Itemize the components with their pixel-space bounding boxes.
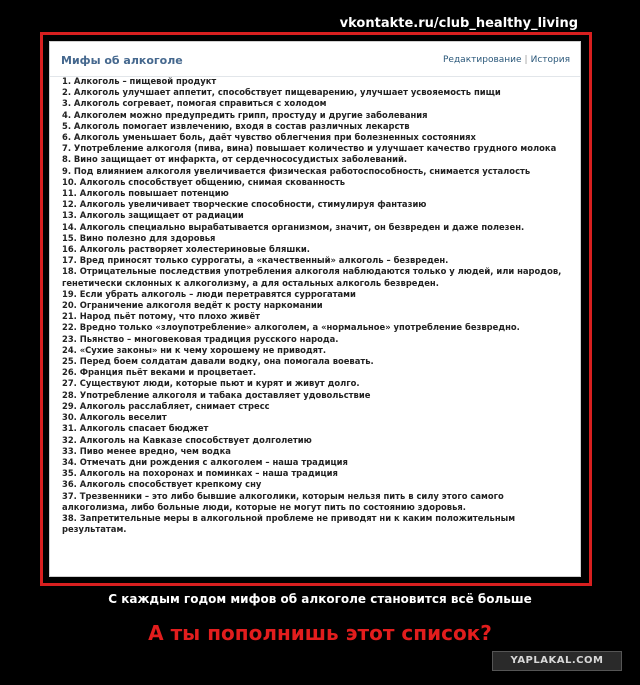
history-link[interactable]: История [530,55,570,65]
myth-item: 30. Алкоголь веселит [62,412,167,423]
caption: С каждым годом мифов об алкоголе становится всё больше [108,592,532,606]
page-title: Мифы об алкоголе [61,54,183,67]
myth-item: 3. Алкоголь согревает, помогая справиться с холодом [62,98,327,109]
myth-item: 12. Алкоголь увеличивает творческие способности, стимулируя фантазию [62,199,427,210]
myth-item: 35. Алкоголь на похоронах и поминках – наша традиция [62,468,338,479]
myth-item: 4. Алкоголем можно предупредить грипп, простуду и другие заболевания [62,109,428,120]
myth-item: 20. Ограничение алкоголя ведёт к росту наркомании [62,300,323,311]
myth-item: 11. Алкоголь повышает потенцию [62,188,229,199]
wiki-page-card [49,41,581,577]
myth-item: 36. Алкоголь способствует крепкому сну [62,479,262,490]
myth-item: 13. Алкоголь защищает от радиации [62,210,244,221]
myth-item: 31. Алкоголь спасает бюджет [62,423,209,434]
myth-item: 25. Перед боем солдатам давали водку, она помогала воевать. [62,356,374,367]
myth-item: 16. Алкоголь растворяет холестериновые бляшки. [62,244,310,255]
call-to-action: А ты пополнишь этот список? [148,621,492,645]
actions-separator: | [524,55,528,65]
myth-item: 6. Алкоголь уменьшает боль, даёт чувство облегчения при болезненных состояниях [62,132,476,143]
myth-item: 2. Алкоголь улучшает аппетит, способствует пищеварению, улучшает усвояемость пищи [62,87,501,98]
myth-item: 26. Франция пьёт веками и процветает. [62,367,257,378]
myth-item: 21. Народ пьёт потому, что плохо живёт [62,311,260,322]
myth-item: 1. Алкоголь – пищевой продукт [62,76,217,86]
card-header [50,42,580,77]
myth-item: 7. Употребление алкоголя (пива, вина) повышает количество и улучшает качество грудного молока [62,143,557,154]
myth-item: 14. Алкоголь специально вырабатывается организмом, значит, он безвреден и даже полезен. [62,221,525,232]
myth-item: 38. Запретительные меры в алкогольной проблеме не приводят ни к каким положительным результатам. [62,512,516,535]
myth-list [62,76,572,535]
myth-item: 22. Вредно только «злоупотребление» алкоголем, а «нормальное» употребление безвредно. [62,322,520,333]
myth-item: 29. Алкоголь расслабляет, снимает стресс [62,400,270,411]
edit-link[interactable]: Редактирование [443,55,522,65]
myth-item: 32. Алкоголь на Кавказе способствует долголетию [62,434,312,445]
myth-item: 27. Существуют люди, которые пьют и курят и живут долго. [62,378,360,389]
myth-item: 5. Алкоголь помогает извлечению, входя в состав различных лекарств [62,120,410,131]
myth-item: 37. Трезвенники – это либо бывшие алкоголики, которым нельзя пить в силу этого самого алкоголизма, либо больные люди, которые не могут пить по состоянию здоровья. [62,490,504,512]
myth-item: 24. «Сухие законы» ни к чему хорошему не приводят. [62,344,327,355]
myth-item: 28. Употребление алкоголя и табака доставляет удовольствие [62,389,371,400]
myth-item: 17. Вред приносят только суррогаты, а «качественный» алкоголь – безвреден. [62,255,449,266]
myth-item: 15. Вино полезно для здоровья [62,232,216,243]
myth-item: 18. Отрицательные последствия употребления алкоголя наблюдаются только у людей, или народов, генетически склонных к алкоголизму, а для остальных алкоголь безвреден. [62,266,562,288]
myth-item: 19. Если убрать алкоголь – люди перетравятся суррогатами [62,288,356,299]
myth-item: 23. Пьянство – многовековая традиция русского народа. [62,333,339,344]
site-url: vkontakte.ru/club_healthy_living [339,16,578,31]
page-actions [443,55,570,65]
myth-item: 10. Алкоголь способствует общению, снимая скованность [62,176,346,187]
watermark-logo: YAPLAKAL.COM [492,651,622,671]
myth-item: 8. Вино защищает от инфаркта, от сердечнососудистых заболеваний. [62,154,408,165]
myth-item: 9. Под влиянием алкоголя увеличивается физическая работоспособность, снимается усталость [62,165,531,176]
myth-item: 33. Пиво менее вредно, чем водка [62,445,231,456]
myth-item: 34. Отмечать дни рождения с алкоголем – наша традиция [62,456,348,467]
